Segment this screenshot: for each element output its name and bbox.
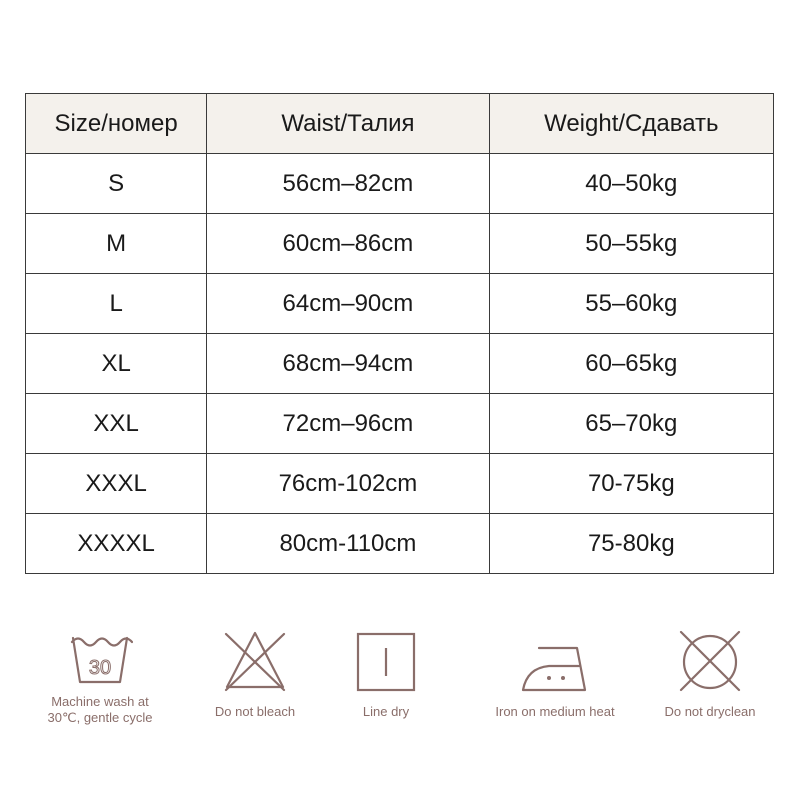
size-cell: S bbox=[26, 154, 207, 214]
header-waist: Waist/Талия bbox=[207, 94, 489, 154]
care-label-line-dry: Line dry bbox=[362, 704, 410, 719]
do-not-dryclean-icon bbox=[675, 628, 745, 694]
table-row bbox=[26, 214, 774, 274]
waist-cell: 80cm-110cm bbox=[207, 514, 489, 574]
weight-cell: 65–70kg bbox=[489, 394, 773, 454]
care-item-iron bbox=[480, 628, 630, 720]
iron-medium-heat-icon bbox=[519, 628, 591, 694]
care-item-wash bbox=[30, 628, 170, 726]
table-row bbox=[26, 514, 774, 574]
size-cell: XXXXL bbox=[26, 514, 207, 574]
care-label-line: Machine wash at bbox=[51, 694, 149, 709]
table-header-row bbox=[26, 94, 774, 154]
size-cell: XXL bbox=[26, 394, 207, 454]
weight-cell: 70-75kg bbox=[489, 454, 773, 514]
do-not-bleach-icon bbox=[222, 628, 288, 694]
size-chart-table bbox=[25, 93, 774, 574]
care-label-bleach: Do not bleach bbox=[214, 704, 296, 719]
machine-wash-30-icon bbox=[67, 628, 133, 688]
table-row bbox=[26, 334, 774, 394]
table-row bbox=[26, 454, 774, 514]
care-label-line: 30℃, gentle cycle bbox=[47, 710, 153, 725]
size-cell: XXXL bbox=[26, 454, 207, 514]
size-cell: M bbox=[26, 214, 207, 274]
care-item-dryclean bbox=[645, 628, 775, 720]
care-item-line-dry bbox=[326, 628, 446, 720]
weight-cell: 60–65kg bbox=[489, 334, 773, 394]
waist-cell: 68cm–94cm bbox=[207, 334, 489, 394]
table-row bbox=[26, 274, 774, 334]
table-row bbox=[26, 154, 774, 214]
weight-cell: 50–55kg bbox=[489, 214, 773, 274]
waist-cell: 72cm–96cm bbox=[207, 394, 489, 454]
waist-cell: 64cm–90cm bbox=[207, 274, 489, 334]
header-size: Size/номер bbox=[26, 94, 207, 154]
weight-cell: 55–60kg bbox=[489, 274, 773, 334]
care-label-wash bbox=[30, 694, 170, 726]
waist-cell: 60cm–86cm bbox=[207, 214, 489, 274]
waist-cell: 56cm–82cm bbox=[207, 154, 489, 214]
weight-cell: 40–50kg bbox=[489, 154, 773, 214]
size-cell: L bbox=[26, 274, 207, 334]
care-instructions bbox=[0, 628, 800, 748]
table-row bbox=[26, 394, 774, 454]
weight-cell: 75-80kg bbox=[489, 514, 773, 574]
size-cell: XL bbox=[26, 334, 207, 394]
waist-cell: 76cm-102cm bbox=[207, 454, 489, 514]
svg-text:30: 30 bbox=[88, 657, 112, 679]
care-item-bleach bbox=[190, 628, 320, 720]
care-label-dryclean: Do not dryclean bbox=[664, 704, 756, 719]
header-weight: Weight/Сдавать bbox=[489, 94, 773, 154]
care-label-iron: Iron on medium heat bbox=[495, 704, 615, 719]
line-dry-icon bbox=[354, 628, 418, 694]
